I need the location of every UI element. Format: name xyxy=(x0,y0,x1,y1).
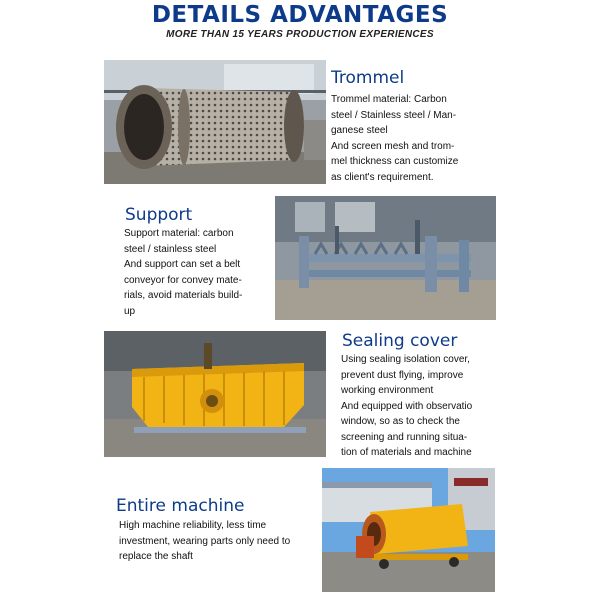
text-line: Support material: carbon xyxy=(124,228,234,239)
text-line: as client's requirement. xyxy=(331,171,434,183)
text-line: High machine reliability, less time xyxy=(119,520,267,531)
text-line: prevent dust flying, improve xyxy=(341,369,464,381)
text-line: investment, wearing parts only need to xyxy=(119,535,291,547)
text-line: tion of materials and machine xyxy=(341,447,472,458)
text-line: steel / Stainless steel / Man- xyxy=(331,109,457,121)
trommel-drum-photo xyxy=(104,60,326,184)
text-line: mel thickness can customize xyxy=(331,156,459,167)
text-line: screening and running situa- xyxy=(341,431,468,443)
text-line: conveyor for convey mate- xyxy=(124,274,242,286)
section-text-support xyxy=(124,226,274,319)
entire-machine-photo xyxy=(322,468,495,592)
section-title-trommel: Trommel xyxy=(331,68,405,88)
text-line: And support can set a belt xyxy=(124,259,241,270)
section-title-entire-machine: Entire machine xyxy=(116,496,245,516)
page-title: DETAILS ADVANTAGES xyxy=(151,2,449,28)
text-line: steel / stainless steel xyxy=(124,243,217,255)
section-text-trommel xyxy=(331,92,497,185)
section-text-sealing-cover xyxy=(341,352,497,461)
sealing-cover-photo xyxy=(104,331,326,457)
section-title-sealing-cover: Sealing cover xyxy=(342,331,458,351)
text-line: up xyxy=(124,305,136,317)
text-line: Using sealing isolation cover, xyxy=(341,354,470,365)
section-title-support: Support xyxy=(125,205,193,225)
text-line: ganese steel xyxy=(331,125,388,136)
support-frame-photo xyxy=(275,196,496,320)
section-text-entire-machine xyxy=(119,518,319,565)
text-line: window, so as to check the xyxy=(341,416,460,427)
text-line: working environment xyxy=(341,385,434,396)
page-subtitle: MORE THAN 15 YEARS PRODUCTION EXPERIENCES xyxy=(166,29,434,40)
text-line: Trommel material: Carbon xyxy=(331,94,447,105)
text-line: And equipped with observatio xyxy=(341,400,473,412)
text-line: replace the shaft xyxy=(119,551,193,562)
text-line: rials, avoid materials build- xyxy=(124,290,243,301)
text-line: And screen mesh and trom- xyxy=(331,140,455,152)
